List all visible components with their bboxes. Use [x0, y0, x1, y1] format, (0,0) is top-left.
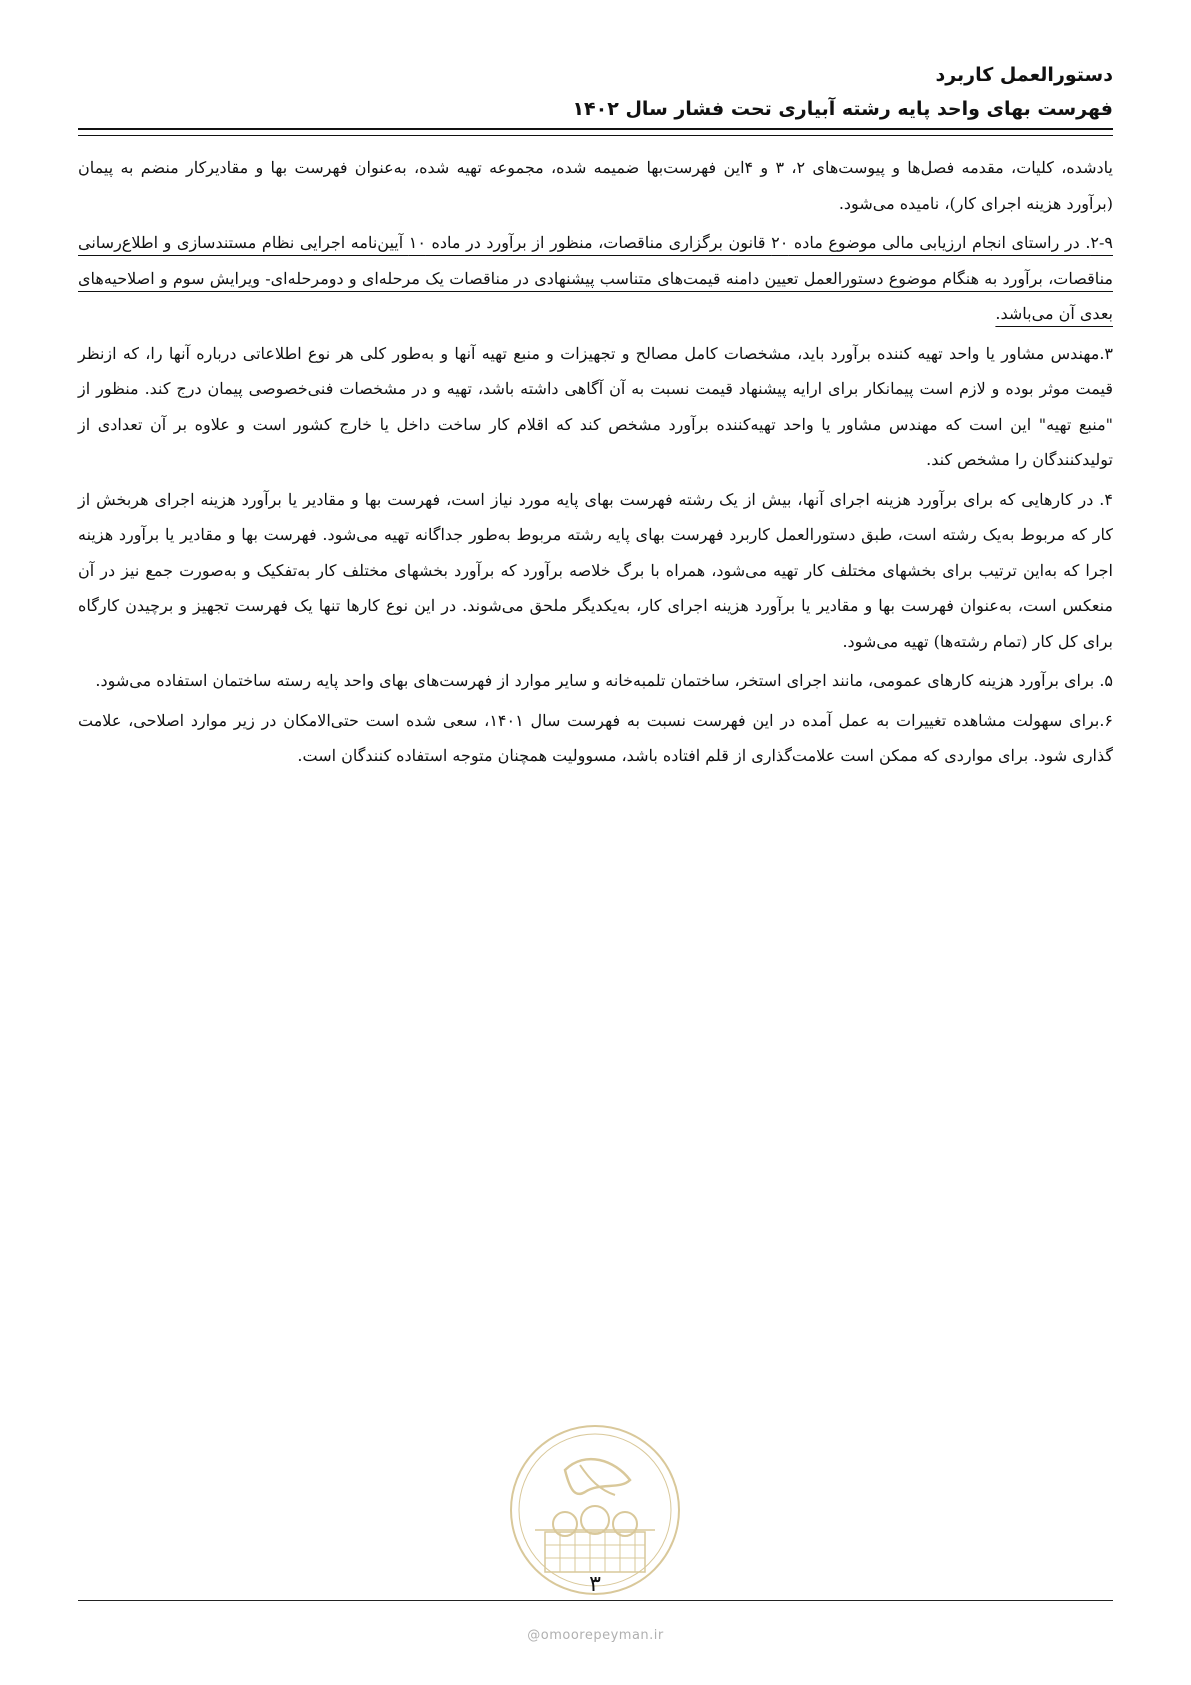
paragraph-5: ۵. برای برآورد هزینه کارهای عمومی، مانند اجرای استخر، ساختمان تلمبه‌خانه و سایر موارد از فهرست‌های بهای واحد پایه رسته ساختمان استفاده می‌شود. — [95, 671, 1113, 690]
paragraph-3: ۳.مهندس مشاور یا واحد تهیه کننده برآورد باید، مشخصات کامل مصالح و تجهیزات و منبع تهیه آنها و به‌طور کلی هر نوع اطلاعاتی درباره آنها را، که ازنظر قیمت موثر بوده و لازم است پیمانکار برای ارایه پیشنهاد قیمت نسبت به آن آگاهی داشته باشد، تهیه و در مشخصات فنی‌خصوصی پیمان درج کند. منظور از "منبع تهیه" این است که مهندس مشاور یا واحد تهیه‌کننده برآورد مشخص کند که اقلام کار ساخت داخل یا خارج کشور است و علاوه بر آن تعدادی از تولیدکنندگان را مشخص کند. — [78, 343, 1113, 469]
document-subtitle: فهرست بهای واحد پایه رشته آبیاری تحت فشار سال ۱۴۰۲ — [572, 98, 1113, 120]
footer-divider — [78, 1600, 1113, 1601]
paragraph-4: ۴. در کارهایی که برای برآورد هزینه اجرای آنها، بیش از یک رشته فهرست بهای پایه مورد نیاز است، فهرست بها و مقادیر یا برآورد هزینه اجرای هربخش از کار که مربوط به‌یک رشته است، طبق دستورالعمل کاربرد فهرست بهای پایه رشته مربوط به‌طور جداگانه تهیه می‌شود. فهرست بها و مقادیر یا برآورد هزینه اجرا که به‌این ترتیب برای بخشهای مختلف کار تهیه می‌شود، همراه با برگ خلاصه برآورد که برآورد بخشهای مختلف کار به‌تفکیک و به‌صورت جمع نیز در آن منعکس است، به‌عنوان فهرست بها و مقادیر یا برآورد هزینه اجرای کار، به‌یکدیگر ملحق می‌شوند. در این نوع کارها تنها یک فهرست تجهیز و برچیدن کارگاه برای کل کار (تمام رشته‌ها) تهیه می‌شود. — [78, 489, 1113, 651]
document-body — [78, 150, 1113, 778]
document-title: دستورالعمل کاربرد — [935, 64, 1113, 86]
page-number: ۳ — [589, 1572, 601, 1597]
watermark-url: @omoorepeyman.ir — [527, 1628, 664, 1643]
paragraph-continuation: یادشده، کلیات، مقدمه فصل‌ها و پیوست‌های ۲، ۳ و ۴این فهرست‌بها ضمیمه شده، مجموعه تهیه شده، به‌عنوان فهرست بها و مقادیرکار منضم به پیمان (برآورد هزینه اجرای کار)، نامیده می‌شود. — [78, 158, 1113, 213]
paragraph-6: ۶.برای سهولت مشاهده تغییرات به عمل آمده در این فهرست نسبت به فهرست سال ۱۴۰۱، سعی شده است حتی‌الامکان در زیر موارد اصلاحی، علامت گذاری شود. برای مواردی که ممکن است علامت‌گذاری از قلم افتاده باشد، مسوولیت همچنان متوجه استفاده کنندگان است. — [78, 710, 1113, 765]
page-header — [78, 58, 1113, 126]
header-divider — [78, 128, 1113, 136]
paragraph-2-9: ۲-۹. در راستای انجام ارزیابی مالی موضوع ماده ۲۰ قانون برگزاری مناقصات، منظور از برآورد در ماده ۱۰ آیین‌نامه اجرایی نظام مستندسازی و اطلاع‌رسانی مناقصات، برآورد به هنگام موضوع دستورالعمل تعیین دامنه قیمت‌های متناسب پیشنهادی در مناقصات یک مرحله‌ای و دومرحله‌ای- ویرایش سوم و اصلاحیه‌های بعدی آن می‌باشد. — [78, 233, 1113, 323]
